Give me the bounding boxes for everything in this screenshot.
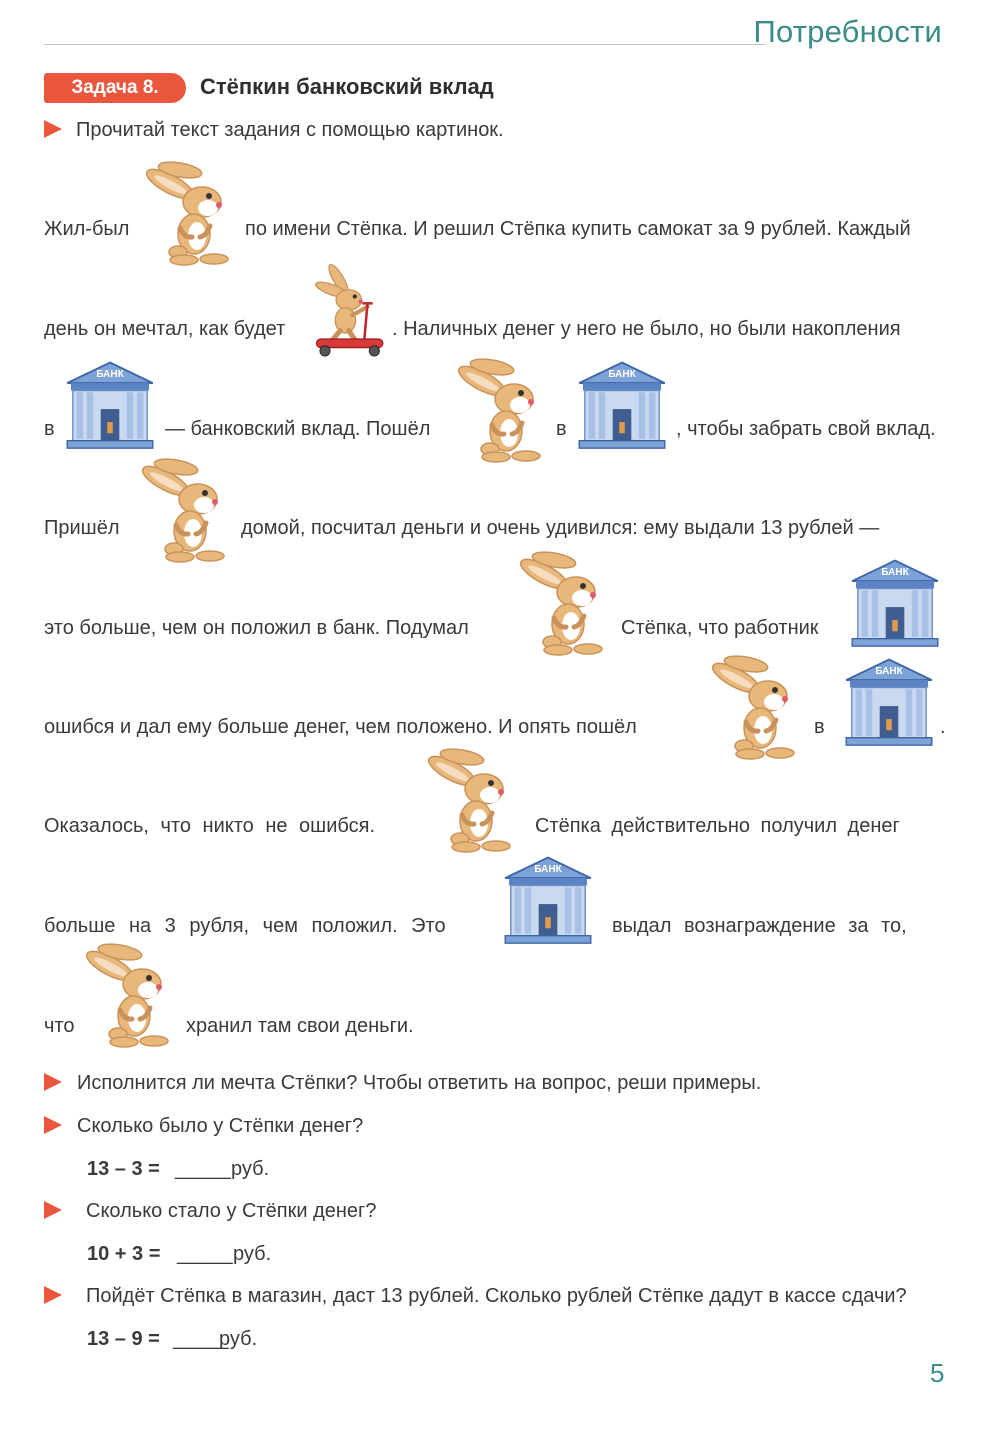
section-title: Потребности	[753, 14, 942, 49]
story-text: хранил там свои деньги.	[186, 1015, 414, 1037]
unit-label: руб.	[233, 1243, 272, 1265]
story-text: Пришёл	[44, 517, 120, 539]
story-text: .	[940, 716, 946, 738]
equation: 13 – 9 =	[87, 1328, 160, 1350]
hare-on-scooter-icon	[308, 250, 393, 372]
story-text: что	[44, 1015, 75, 1037]
story-text: в	[814, 716, 825, 738]
hare-icon	[706, 652, 806, 762]
bank-sign: БАНК	[875, 666, 903, 677]
hare-icon	[140, 158, 240, 268]
bank-sign: БАНК	[608, 369, 636, 380]
intro-text: Прочитай текст задания с помощью картинок.	[76, 119, 504, 141]
story-text: больше на 3 рубля, чем положил. Это	[44, 915, 446, 937]
bank-icon	[574, 357, 670, 450]
story-text: . Наличных денег у него не было, но были накопления	[392, 318, 901, 340]
answer-blank[interactable]: _____	[175, 1158, 231, 1180]
hare-icon	[514, 548, 614, 658]
story-text: Стёпка действительно получил денег	[535, 815, 900, 837]
task-title: Стёпкин банковский вклад	[200, 74, 494, 99]
equation: 10 + 3 =	[87, 1243, 161, 1265]
question-text: Пойдёт Стёпка в магазин, даст 13 рублей. Сколько рублей Стёпке дадут в кассе сдачи?	[86, 1285, 907, 1307]
header-rule	[44, 44, 766, 45]
bank-sign: БАНК	[881, 567, 909, 578]
question-text: Сколько стало у Стёпки денег?	[86, 1200, 377, 1222]
story-text: Оказалось, что никто не ошибся.	[44, 815, 376, 837]
story-text: в	[44, 418, 55, 440]
bank-sign: БАНК	[534, 864, 562, 875]
hare-icon	[136, 455, 236, 565]
equation: 13 – 3 =	[87, 1158, 160, 1180]
story-text: , чтобы забрать свой вклад.	[676, 418, 936, 440]
bank-icon	[840, 654, 938, 747]
hare-icon	[422, 745, 522, 855]
story-text: ошибся и дал ему больше денег, чем положено. И опять пошёл	[44, 716, 637, 738]
task-badge: Задача 8.	[44, 73, 186, 103]
bank-icon	[62, 357, 158, 450]
question-text: Исполнится ли мечта Стёпки? Чтобы ответить на вопрос, реши примеры.	[77, 1072, 762, 1094]
answer-blank[interactable]: _____	[173, 1328, 229, 1350]
bank-icon	[846, 555, 944, 648]
bullet-triangle-icon	[44, 1073, 62, 1091]
bullet-triangle-icon	[44, 1286, 62, 1304]
story-text: Стёпка, что работник	[621, 617, 819, 639]
story-text: выдал вознаграждение за то,	[612, 915, 907, 937]
hare-icon	[80, 940, 180, 1050]
bank-icon	[500, 852, 596, 945]
bullet-triangle-icon	[44, 120, 62, 138]
answer-blank[interactable]: _____	[177, 1243, 233, 1265]
bullet-triangle-icon	[44, 1116, 62, 1134]
story-text: Жил-был	[44, 218, 130, 240]
unit-label: руб.	[231, 1158, 270, 1180]
story-text: день он мечтал, как будет	[44, 318, 286, 340]
bank-sign: БАНК	[96, 369, 124, 380]
story-text: домой, посчитал деньги и очень удивился: ему выдали 13 рублей —	[241, 517, 880, 539]
story-text: по имени Стёпка. И решил Стёпка купить самокат за 9 рублей. Каждый	[245, 218, 911, 240]
page-number: 5	[930, 1358, 945, 1388]
story-text: — банковский вклад. Пошёл	[165, 418, 431, 440]
question-text: Сколько было у Стёпки денег?	[77, 1115, 364, 1137]
story-text: в	[556, 418, 567, 440]
unit-label: руб.	[219, 1328, 258, 1350]
bullet-triangle-icon	[44, 1201, 62, 1219]
story-text: это больше, чем он положил в банк. Подумал	[44, 617, 469, 639]
hare-icon	[452, 355, 552, 465]
